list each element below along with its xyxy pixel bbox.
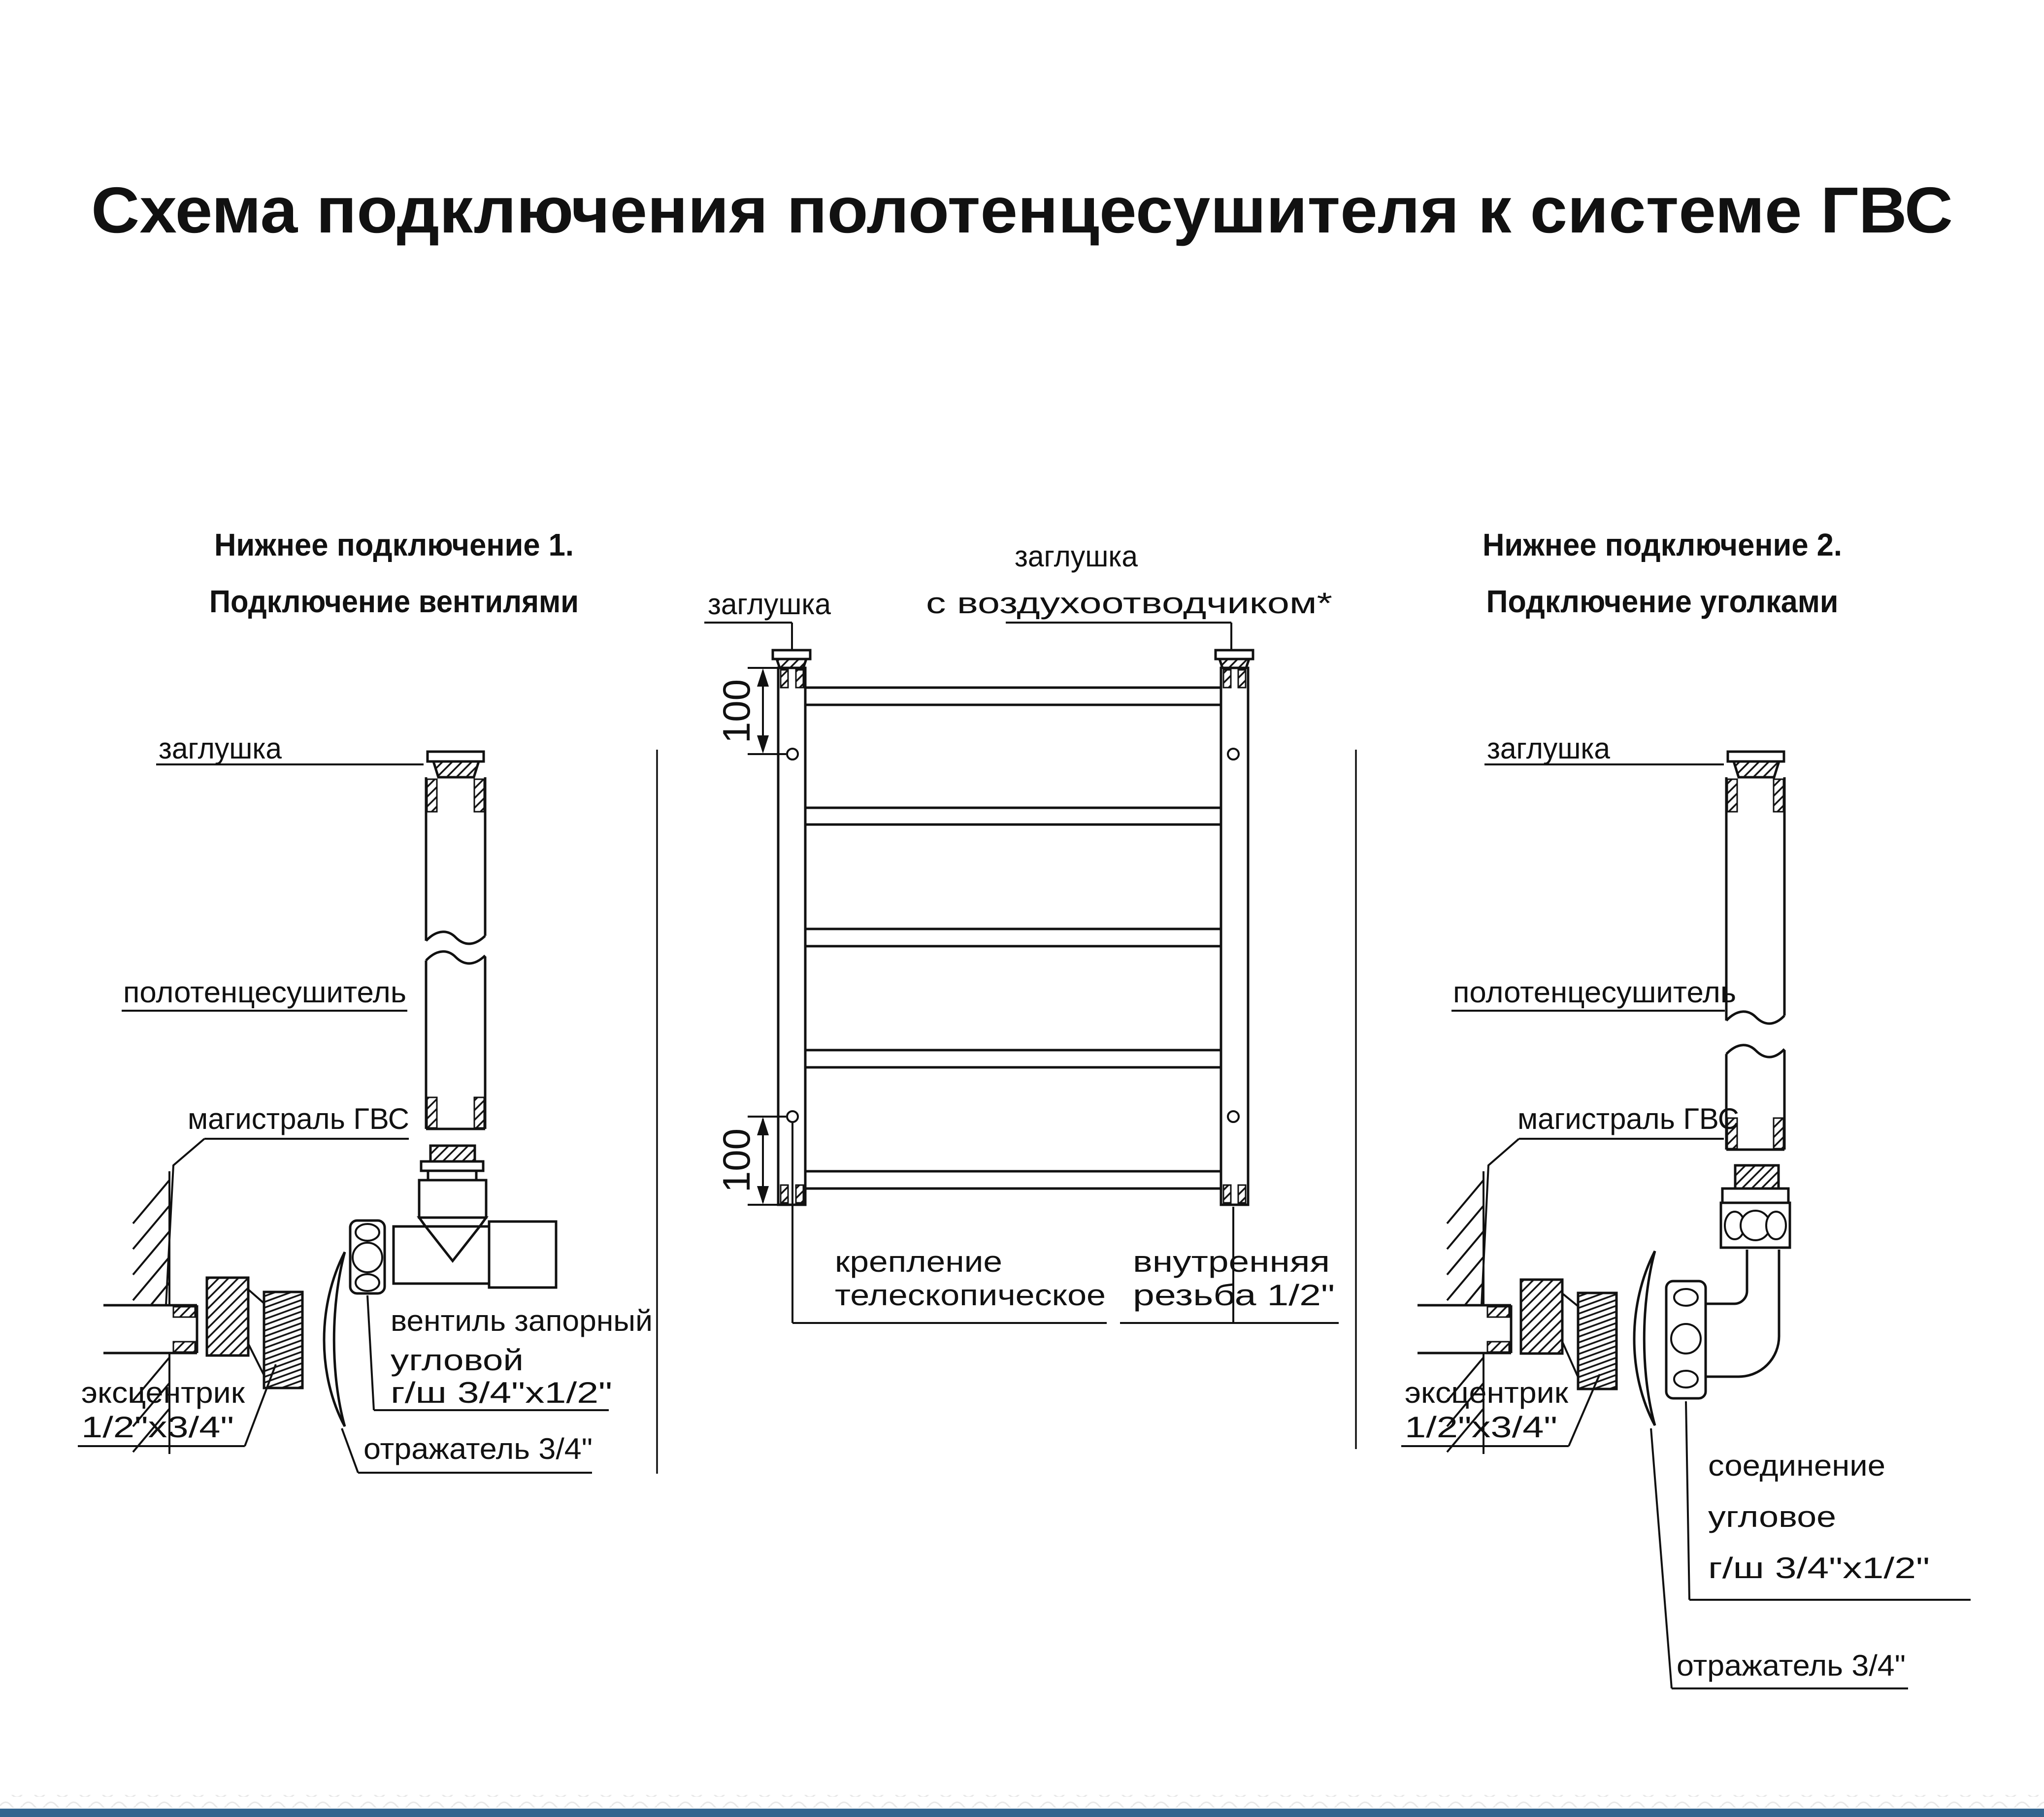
thread-label-line2: резьба 1/2" [1133, 1279, 1335, 1312]
left-eccentric-label-line1: эксцентрик [81, 1376, 245, 1409]
left-towel-label: полотенцесушитель [123, 976, 406, 1009]
footer-bar [0, 1809, 2044, 1817]
right-eccentric-label-line1: эксцентрик [1405, 1376, 1569, 1409]
dimension-bottom [715, 1117, 786, 1205]
dimension-top [715, 668, 786, 754]
left-main-leader [166, 1139, 204, 1305]
right-elbow-label-line1: соединение [1708, 1449, 1885, 1482]
dimension-top-value: 100 [715, 679, 758, 744]
right-section-header [1483, 527, 1842, 619]
towel-rail-ladder [773, 650, 1253, 1205]
dimension-bottom-value: 100 [715, 1128, 758, 1193]
page-title: Схема подключения полотенцесушителя к системе ГВС [91, 174, 1953, 246]
left-reflector-label: отражатель 3/4" [363, 1432, 593, 1465]
center-plug-label-group [704, 588, 831, 649]
right-elbow-body [1706, 1250, 1779, 1377]
center-plug-label: заглушка [708, 588, 831, 621]
right-elbow-label-line3: г/ш 3/4"x1/2" [1708, 1552, 1930, 1585]
left-heading-line1: Нижнее подключение 1. [214, 527, 574, 562]
right-eccentric-label-line2: 1/2"x3/4" [1405, 1411, 1557, 1444]
right-main-label: магистраль ГВС [1517, 1102, 1739, 1135]
ladder-rungs [805, 688, 1221, 1189]
right-heading-line1: Нижнее подключение 2. [1483, 527, 1842, 562]
center-bottom-labels [792, 1123, 1339, 1323]
left-valve-label-line3: г/ш 3/4"x1/2" [391, 1376, 612, 1409]
center-airvent-label-group [926, 540, 1332, 649]
footer-wave-pattern [0, 1795, 2044, 1808]
left-wall-pipe [103, 1305, 197, 1353]
left-section-header [209, 527, 579, 619]
left-reflector-leader [342, 1428, 358, 1473]
right-reflector-leader [1651, 1428, 1672, 1688]
left-diagram [78, 732, 653, 1473]
right-pipe-cap [1728, 752, 1784, 777]
left-eccentric [207, 1278, 302, 1388]
left-main-label: магистраль ГВС [188, 1102, 409, 1135]
right-reflector-label: отражатель 3/4" [1677, 1649, 1906, 1682]
right-eccentric [1521, 1280, 1616, 1389]
right-elbow-upper-union [1721, 1165, 1790, 1248]
thread-label-line1: внутренняя [1133, 1245, 1330, 1278]
left-towel-pipe [426, 777, 485, 1129]
right-elbow-label-line2: угловое [1708, 1500, 1836, 1533]
ladder-cap-left [773, 650, 810, 668]
right-elbow-nut [1666, 1281, 1706, 1398]
left-valve-label-line2: угловой [391, 1344, 524, 1377]
right-reflector-dome [1634, 1251, 1655, 1425]
left-eccentric-label-line2: 1/2"x3/4" [81, 1411, 234, 1444]
left-union-nut [350, 1221, 385, 1293]
left-plug-label: заглушка [159, 732, 282, 765]
left-reflector-dome [324, 1252, 345, 1426]
center-airvent-label-line2: с воздухоотводчиком* [926, 587, 1332, 620]
mount-label-line1: крепление [835, 1245, 1002, 1278]
right-elbow-leader [1686, 1401, 1689, 1600]
right-towel-label: полотенцесушитель [1453, 976, 1736, 1009]
right-main-leader [1482, 1139, 1519, 1305]
left-heading-line2: Подключение вентилями [209, 584, 579, 619]
right-heading-line2: Подключение уголками [1486, 584, 1839, 619]
left-valve-leader [367, 1295, 374, 1410]
left-pipe-cap [428, 752, 484, 777]
left-eccentric-leader [245, 1364, 276, 1446]
right-towel-pipe [1726, 777, 1784, 1150]
right-diagram [1401, 732, 1971, 1688]
center-airvent-label-line1: заглушка [1015, 540, 1138, 573]
left-valve-label-line1: вентиль запорный [391, 1304, 653, 1337]
right-wall-pipe [1418, 1305, 1511, 1353]
mount-label-line2: телескопическое [835, 1279, 1106, 1312]
ladder-cap-right [1216, 650, 1253, 668]
right-plug-label: заглушка [1487, 732, 1611, 765]
left-valve [394, 1146, 556, 1288]
